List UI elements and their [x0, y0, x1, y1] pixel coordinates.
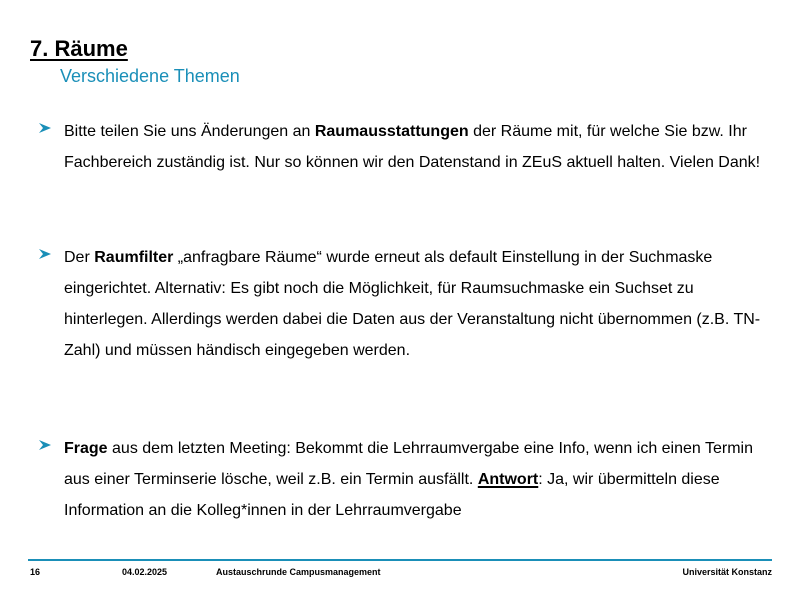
- slide-title: 7. Räume: [30, 36, 128, 61]
- bullet-2-bold-raumfilter: Raumfilter: [94, 249, 174, 266]
- footer-date: 04.02.2025: [122, 567, 168, 577]
- bullet-3-text-b: : Ja, wir übermitteln diese Information an die Kolleg*innen in der Lehrraumvergabe: [64, 471, 720, 519]
- arrow-bullet-icon: [38, 248, 52, 260]
- bullet-text-2: [64, 242, 768, 366]
- slide-subtitle: Verschiedene Themen: [60, 66, 240, 86]
- bullet-1-text-b: der Räume mit, für welche Sie bzw. Ihr Fachbereich zuständig ist. Nur so können wir den Datenstand in ZEuS aktuell halten. Vielen Dank!: [64, 123, 761, 171]
- bullet-3-text-a: aus dem letzten Meeting: Bekommt die Lehrraumvergabe eine Info, wenn ich einen Termin aus einer Terminserie lösche, weil z.B. ein Termin ausfällt.: [64, 440, 753, 488]
- bullet-1-bold-raumausstattungen: Raumausstattungen: [314, 123, 469, 140]
- footer-page-number: 16: [30, 567, 41, 577]
- bullet-3-bold-frage: Frage: [64, 440, 108, 457]
- footer-event-name: Austauschrunde Campusmanagement: [216, 567, 381, 577]
- bullet-3-bold-antwort: Antwort: [477, 471, 539, 488]
- arrow-bullet-icon: [38, 439, 52, 451]
- bullet-1-text-a: Bitte teilen Sie uns Änderungen an: [64, 123, 315, 140]
- bullet-2-text-b: „anfragbare Räume“ wurde erneut als default Einstellung in der Suchmaske eingerichtet. Alternativ: Es gibt noch die Möglichkeit, für Raumsuchmaske ein Suchset zu hinterlegen. Allerdings werden dabei die Daten aus der Veranstaltung nicht übernommen (z.B. TN-Zahl) und müssen händisch eingegeben werden.: [64, 249, 761, 359]
- arrow-bullet-icon: [38, 122, 52, 134]
- bullet-text-1: [64, 116, 768, 178]
- footer-organization: Universität Konstanz: [682, 567, 772, 577]
- bullet-text-3: [64, 433, 768, 526]
- bullet-item-2: [38, 242, 768, 366]
- footer-divider: [28, 559, 772, 561]
- bullet-item-1: [38, 116, 768, 178]
- bullet-item-3: [38, 433, 768, 526]
- bullet-2-text-a: Der: [64, 249, 95, 266]
